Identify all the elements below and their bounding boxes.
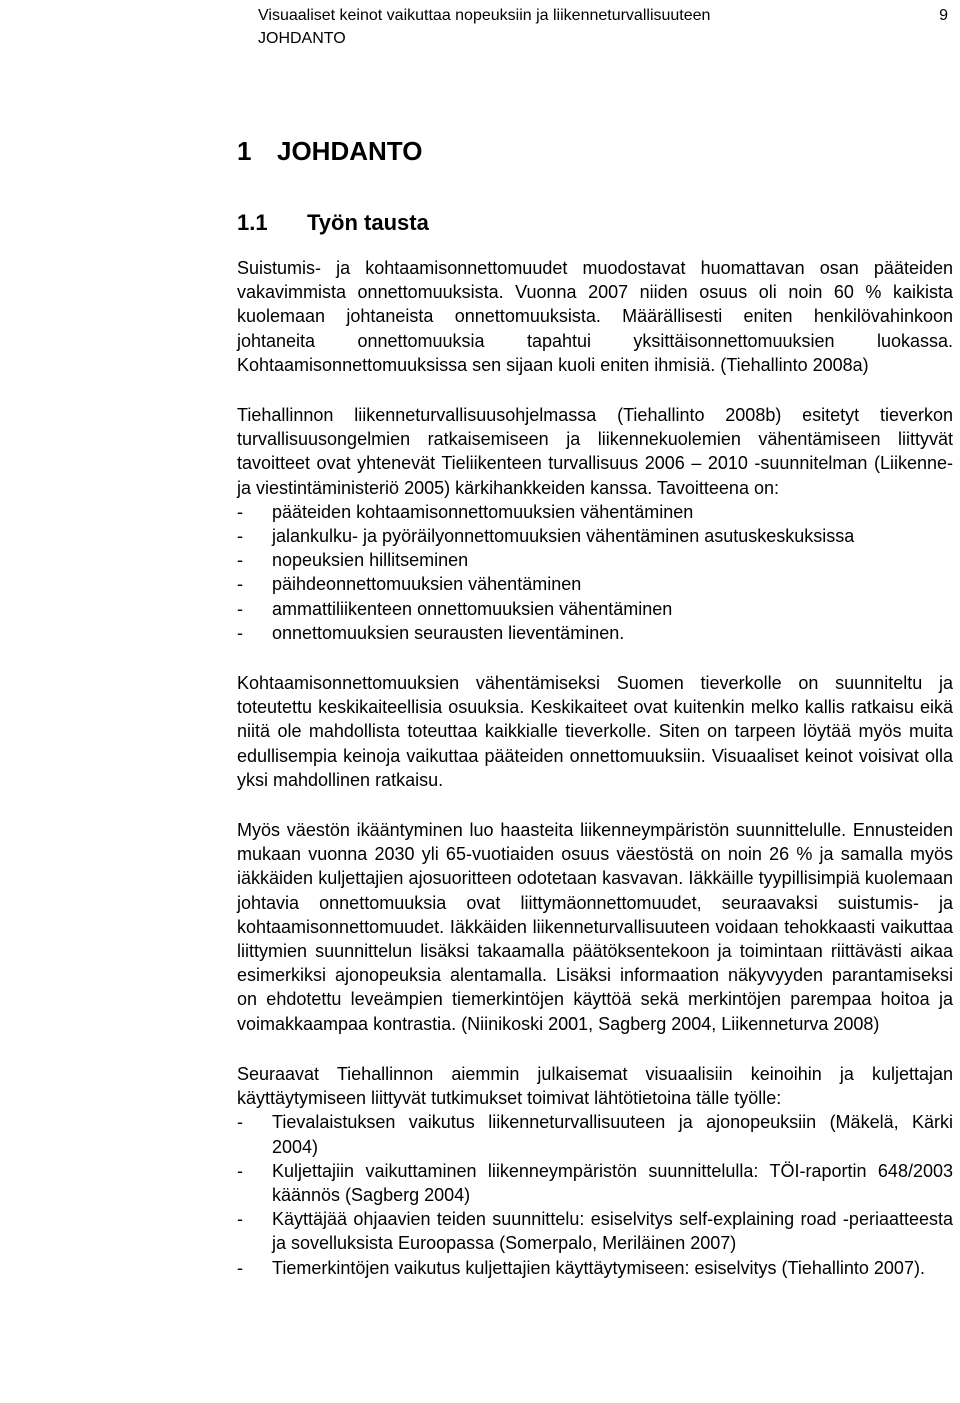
list-item: - pääteiden kohtaamisonnettomuuksien vähentäminen	[237, 500, 953, 524]
paragraph-median-barriers: Kohtaamisonnettomuuksien vähentämiseksi Suomen tieverkolle on suunniteltu ja toteutettu keskikaiteellisia osuuksia. Keskikaiteet ovat kuitenkin melko kallis ratkaisu eikä niitä ole mahdollista toteuttaa kaikkialle tieverkolle. Siten on tarpeen löytää myös muita edullisempia keinoja vaikuttaa pääteiden onnettomuuksiin. Visuaaliset keinot voisivat olla yksi mahdollinen ratkaisu.	[237, 673, 953, 790]
studies-list	[237, 1110, 953, 1279]
list-item: - Tievalaistuksen vaikutus liikenneturvallisuuteen ja ajonopeuksiin (Mäkelä, Kärki 2004)	[237, 1110, 953, 1158]
paragraph-previous-studies: Seuraavat Tiehallinnon aiemmin julkaisemat visuaalisiin keinoihin ja kuljettajan käyttäytymiseen liittyvät tutkimukset toimivat lähtötietoina tälle työlle:	[237, 1063, 953, 1109]
paragraph-aging-population: Myös väestön ikääntyminen luo haasteita liikenneympäristön suunnittelulle. Ennusteiden mukaan vuonna 2030 yli 65-vuotiaiden osuus väestöstä on noin 26 % ja samalla myös iäkkäiden kuljettajien ajosuoritteen odotetaan kasvavan. Iäkkäille tyypillisimpiä kuolemaan johtavia onnettomuuksia ovat liittymäonnettomuudet, seuraavaksi suistumis- ja kohtaamisonnettomuudet. Iäkkäiden liikenneturvallisuuteen voidaan tehokkaasti vaikuttaa liittymien suunnittelun lisäksi takaamalla päätöksentekoon ja toimintaan riittävästi aikaa esimerkiksi ajonopeuksia alentamalla. Lisäksi informaation näkyvyyden parantamiseksi on ehdotettu leveämpien tiemerkintöjen käyttöä sekä merkintöjen parempaa hoitoa ja voimakkaampaa kontrastia. (Niinikoski 2001, Sagberg 2004, Liikenneturva 2008)	[237, 820, 953, 1034]
chapter-title: JOHDANTO	[277, 136, 423, 166]
chapter-number: 1	[237, 136, 252, 166]
header-section: JOHDANTO	[258, 30, 346, 47]
list-item: - Käyttäjää ohjaavien teiden suunnittelu: esiselvitys self-explaining road -periaatteesta ja sovelluksista Euroopassa (Somerpalo, Meriläinen 2007)	[237, 1207, 953, 1255]
list-item: - päihdeonnettomuuksien vähentäminen	[237, 572, 953, 596]
section-heading	[237, 208, 429, 238]
header-title: Visuaaliset keinot vaikuttaa nopeuksiin ja liikenneturvallisuuteen	[258, 7, 711, 24]
page-number: 9	[939, 7, 948, 24]
header-title-line	[258, 4, 958, 27]
paragraph-safety-program: Tiehallinnon liikenneturvallisuusohjelmassa (Tiehallinto 2008b) esitetyt tieverkon turvallisuusongelmien ratkaisemiseen ja liikennekuolemien vähentämiseen liittyvät tavoitteet ovat yhtenevät Tieliikenteen turvallisuus 2006 – 2010 -suunnitelman (Liikenne- ja viestintäministeriö 2005) kärkihankkeiden kanssa. Tavoitteena on:	[237, 405, 953, 498]
list-item: - Kuljettajiin vaikuttaminen liikenneympäristön suunnittelulla: TÖI-raportin 648/2003 käännös (Sagberg 2004)	[237, 1159, 953, 1207]
section-title: Työn tausta	[307, 210, 429, 235]
list-item: - Tiemerkintöjen vaikutus kuljettajien käyttäytymiseen: esiselvitys (Tiehallinto 2007).	[237, 1256, 953, 1280]
list-item: - ammattiliikenteen onnettomuuksien vähentäminen	[237, 597, 953, 621]
paragraph-background: Suistumis- ja kohtaamisonnettomuudet muodostavat huomattavan osan pääteiden vakavimmista onnettomuuksista. Vuonna 2007 niiden osuus oli noin 60 % kaikista kuolemaan johtaneista onnettomuuksista. Määrällisesti eniten henkilövahinkoon johtaneita onnettomuuksia tapahtui yksittäisonnettomuuksien luokassa. Kohtaamisonnettomuuksissa sen sijaan kuoli eniten ihmisiä. (Tiehallinto 2008a)	[237, 258, 953, 375]
list-item: - nopeuksien hillitseminen	[237, 548, 953, 572]
section-number: 1.1	[237, 210, 268, 235]
list-item: - jalankulku- ja pyöräilyonnettomuuksien vähentäminen asutuskeskuksissa	[237, 524, 953, 548]
chapter-heading	[237, 134, 422, 168]
body-text	[237, 256, 953, 1280]
running-header	[258, 4, 958, 50]
list-item: - onnettomuuksien seurausten lieventäminen.	[237, 621, 953, 645]
goals-list	[237, 500, 953, 645]
